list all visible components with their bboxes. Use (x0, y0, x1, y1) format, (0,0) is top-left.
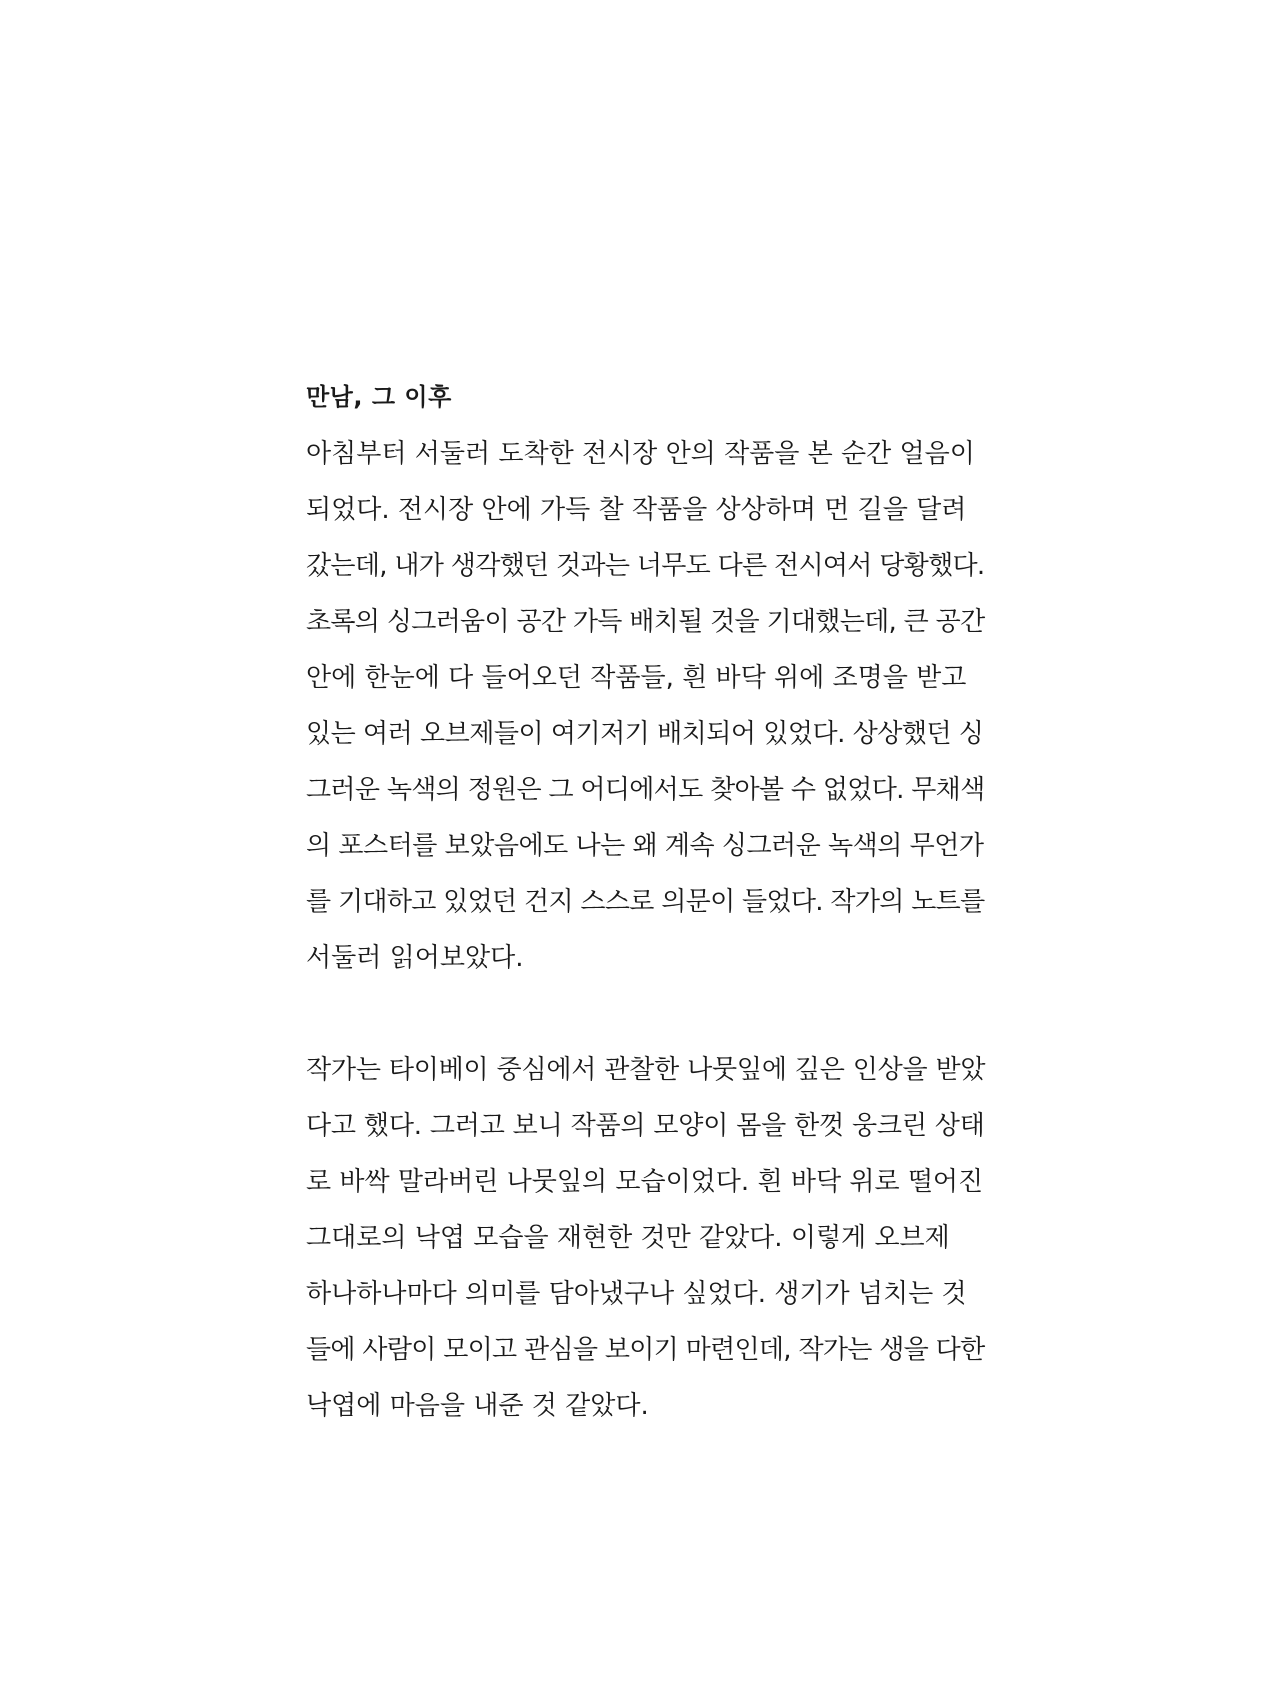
text-line: 의 포스터를 보았음에도 나는 왜 계속 싱그러운 녹색의 무언가 (306, 831, 984, 861)
text-line: 있는 여러 오브제들이 여기저기 배치되어 있었다. 상상했던 싱 (306, 719, 984, 749)
text-line: 안에 한눈에 다 들어오던 작품들, 흰 바닥 위에 조명을 받고 (306, 663, 967, 693)
paragraph-2 (306, 1042, 986, 1434)
text-line: 되었다. 전시장 안에 가득 찰 작품을 상상하며 먼 길을 달려 (306, 495, 967, 525)
text-line: 서둘러 읽어보았다. (306, 943, 524, 973)
text-line: 로 바싹 말라버린 나뭇잎의 모습이었다. 흰 바닥 위로 떨어진 (306, 1167, 984, 1197)
text-line: 아침부터 서둘러 도착한 전시장 안의 작품을 본 순간 얼음이 (306, 439, 975, 469)
text-line: 작가는 타이베이 중심에서 관찰한 나뭇잎에 깊은 인상을 받았 (306, 1055, 986, 1085)
text-line: 낙엽에 마음을 내준 것 같았다. (306, 1391, 649, 1421)
text-line: 초록의 싱그러움이 공간 가득 배치될 것을 기대했는데, 큰 공간 (306, 607, 985, 637)
text-line: 갔는데, 내가 생각했던 것과는 너무도 다른 전시여서 당황했다. (306, 551, 985, 581)
text-line: 그대로의 낙엽 모습을 재현한 것만 같았다. 이렇게 오브제 (306, 1223, 950, 1253)
paragraph-1 (306, 426, 986, 986)
text-line: 하나하나마다 의미를 담아냈구나 싶었다. 생기가 넘치는 것 (306, 1279, 967, 1309)
text-line: 다고 했다. 그러고 보니 작품의 모양이 몸을 한껏 웅크린 상태 (306, 1111, 985, 1141)
text-line: 들에 사람이 모이고 관심을 보이기 마련인데, 작가는 생을 다한 (306, 1335, 985, 1365)
text-line: 를 기대하고 있었던 건지 스스로 의문이 들었다. 작가의 노트를 (306, 887, 985, 917)
section-title: 만남, 그 이후 (306, 383, 452, 411)
essay-section (306, 380, 986, 1434)
text-line: 그러운 녹색의 정원은 그 어디에서도 찾아볼 수 없었다. 무채색 (306, 775, 985, 805)
